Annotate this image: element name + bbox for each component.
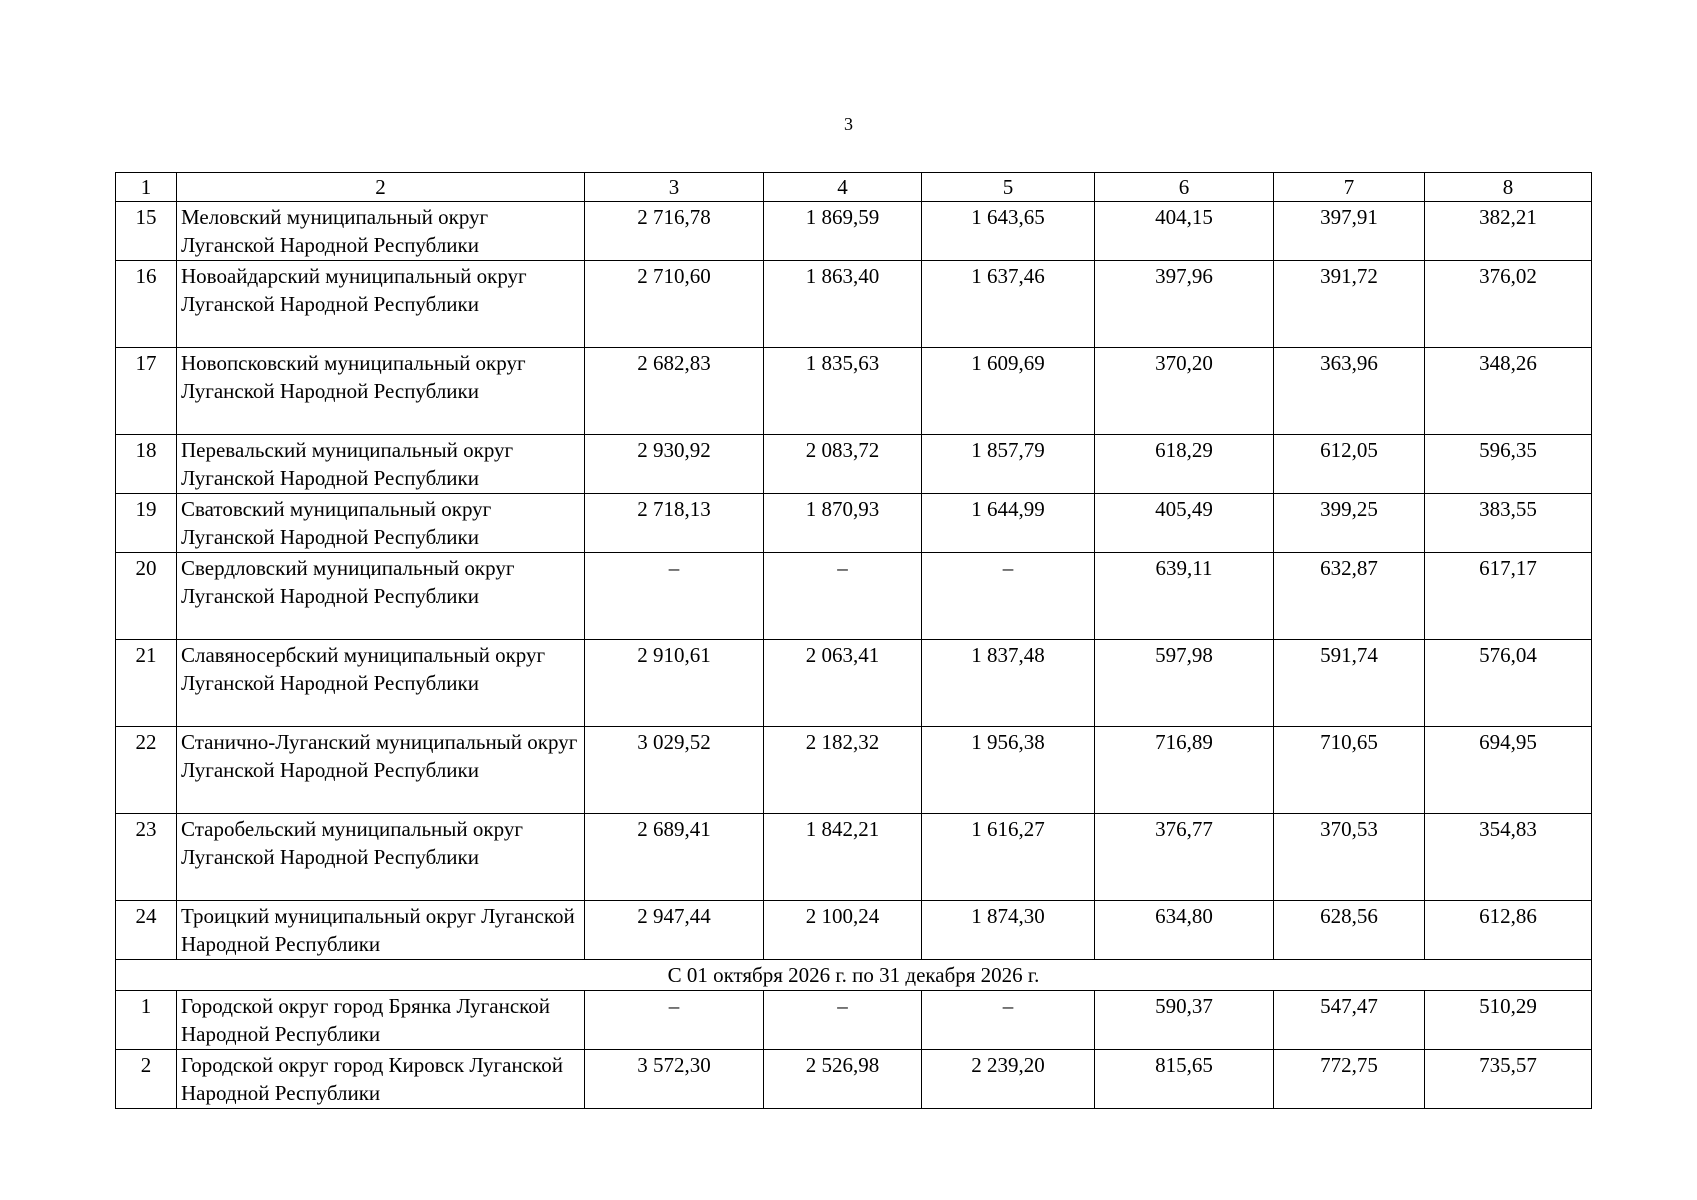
table-row	[116, 640, 1592, 727]
value-cell: –	[764, 991, 922, 1050]
value-cell: 370,53	[1274, 814, 1425, 901]
value-cell: 576,04	[1425, 640, 1592, 727]
district-name: Новопсковский муниципальный округ Луганской Народной Республики	[177, 348, 585, 435]
value-cell: –	[585, 553, 764, 640]
row-number: 24	[116, 901, 177, 960]
district-name: Станично-Луганский муниципальный округ Луганской Народной Республики	[177, 727, 585, 814]
value-cell: 1 857,79	[922, 435, 1095, 494]
value-cell: 391,72	[1274, 261, 1425, 348]
value-cell: –	[585, 991, 764, 1050]
table-row	[116, 991, 1592, 1050]
value-cell: 547,47	[1274, 991, 1425, 1050]
value-cell: 597,98	[1095, 640, 1274, 727]
value-cell: 710,65	[1274, 727, 1425, 814]
value-cell: 2 083,72	[764, 435, 922, 494]
value-cell: 1 863,40	[764, 261, 922, 348]
value-cell: 694,95	[1425, 727, 1592, 814]
row-number: 1	[116, 991, 177, 1050]
row-number: 15	[116, 202, 177, 261]
district-name: Новоайдарский муниципальный округ Луганской Народной Республики	[177, 261, 585, 348]
value-cell: 2 063,41	[764, 640, 922, 727]
table-row	[116, 435, 1592, 494]
page-number: 3	[844, 114, 853, 134]
value-cell: 1 837,48	[922, 640, 1095, 727]
value-cell: 612,86	[1425, 901, 1592, 960]
district-name: Городской округ город Кировск Луганской Народной Республики	[177, 1050, 585, 1109]
row-number: 16	[116, 261, 177, 348]
value-cell: 2 710,60	[585, 261, 764, 348]
row-number: 23	[116, 814, 177, 901]
value-cell: 815,65	[1095, 1050, 1274, 1109]
value-cell: 628,56	[1274, 901, 1425, 960]
table-row	[116, 727, 1592, 814]
district-name: Троицкий муниципальный округ Луганской Народной Республики	[177, 901, 585, 960]
value-cell: 1 643,65	[922, 202, 1095, 261]
value-cell: –	[922, 991, 1095, 1050]
value-cell: 716,89	[1095, 727, 1274, 814]
row-number: 21	[116, 640, 177, 727]
value-cell: 376,02	[1425, 261, 1592, 348]
value-cell: 2 910,61	[585, 640, 764, 727]
value-cell: 2 718,13	[585, 494, 764, 553]
value-cell: 404,15	[1095, 202, 1274, 261]
district-name: Старобельский муниципальный округ Луганской Народной Республики	[177, 814, 585, 901]
value-cell: 3 029,52	[585, 727, 764, 814]
value-cell: 382,21	[1425, 202, 1592, 261]
header-cell: 3	[585, 173, 764, 202]
value-cell: 1 609,69	[922, 348, 1095, 435]
header-cell: 7	[1274, 173, 1425, 202]
value-cell: 1 842,21	[764, 814, 922, 901]
table-row	[116, 261, 1592, 348]
district-name: Городской округ город Брянка Луганской Народной Республики	[177, 991, 585, 1050]
row-number: 18	[116, 435, 177, 494]
header-cell: 1	[116, 173, 177, 202]
value-cell: 1 835,63	[764, 348, 922, 435]
value-cell: 397,91	[1274, 202, 1425, 261]
value-cell: –	[922, 553, 1095, 640]
value-cell: 596,35	[1425, 435, 1592, 494]
table-body	[116, 173, 1592, 1109]
value-cell: 399,25	[1274, 494, 1425, 553]
table-row	[116, 553, 1592, 640]
tariff-table	[115, 172, 1592, 1109]
value-cell: 639,11	[1095, 553, 1274, 640]
district-name: Славяносербский муниципальный округ Луганской Народной Республики	[177, 640, 585, 727]
value-cell: 363,96	[1274, 348, 1425, 435]
value-cell: 354,83	[1425, 814, 1592, 901]
value-cell: 772,75	[1274, 1050, 1425, 1109]
row-number: 19	[116, 494, 177, 553]
value-cell: 612,05	[1274, 435, 1425, 494]
district-name: Сватовский муниципальный округ Луганской Народной Республики	[177, 494, 585, 553]
table-row	[116, 814, 1592, 901]
value-cell: 2 930,92	[585, 435, 764, 494]
value-cell: 634,80	[1095, 901, 1274, 960]
table-row	[116, 348, 1592, 435]
value-cell: 1 874,30	[922, 901, 1095, 960]
value-cell: 405,49	[1095, 494, 1274, 553]
value-cell: 617,17	[1425, 553, 1592, 640]
value-cell: 1 956,38	[922, 727, 1095, 814]
table-row	[116, 901, 1592, 960]
value-cell: 735,57	[1425, 1050, 1592, 1109]
value-cell: 1 870,93	[764, 494, 922, 553]
value-cell: 2 182,32	[764, 727, 922, 814]
header-cell: 2	[177, 173, 585, 202]
value-cell: 590,37	[1095, 991, 1274, 1050]
value-cell: 1 637,46	[922, 261, 1095, 348]
value-cell: 383,55	[1425, 494, 1592, 553]
header-cell: 4	[764, 173, 922, 202]
value-cell: 1 869,59	[764, 202, 922, 261]
value-cell: 2 526,98	[764, 1050, 922, 1109]
table-row	[116, 202, 1592, 261]
value-cell: 2 682,83	[585, 348, 764, 435]
value-cell: 2 100,24	[764, 901, 922, 960]
value-cell: 2 689,41	[585, 814, 764, 901]
value-cell: 632,87	[1274, 553, 1425, 640]
value-cell: 376,77	[1095, 814, 1274, 901]
value-cell: 1 644,99	[922, 494, 1095, 553]
row-number: 20	[116, 553, 177, 640]
table-row	[116, 1050, 1592, 1109]
table-row	[116, 494, 1592, 553]
row-number: 17	[116, 348, 177, 435]
value-cell: –	[764, 553, 922, 640]
value-cell: 3 572,30	[585, 1050, 764, 1109]
row-number: 2	[116, 1050, 177, 1109]
value-cell: 618,29	[1095, 435, 1274, 494]
header-row	[116, 173, 1592, 202]
value-cell: 370,20	[1095, 348, 1274, 435]
section-title: С 01 октября 2026 г. по 31 декабря 2026 г.	[116, 960, 1592, 991]
district-name: Перевальский муниципальный округ Луганской Народной Республики	[177, 435, 585, 494]
district-name: Меловский муниципальный округ Луганской Народной Республики	[177, 202, 585, 261]
header-cell: 6	[1095, 173, 1274, 202]
value-cell: 2 947,44	[585, 901, 764, 960]
value-cell: 2 239,20	[922, 1050, 1095, 1109]
header-cell: 5	[922, 173, 1095, 202]
value-cell: 510,29	[1425, 991, 1592, 1050]
value-cell: 1 616,27	[922, 814, 1095, 901]
district-name: Свердловский муниципальный округ Луганской Народной Республики	[177, 553, 585, 640]
value-cell: 397,96	[1095, 261, 1274, 348]
value-cell: 348,26	[1425, 348, 1592, 435]
value-cell: 2 716,78	[585, 202, 764, 261]
section-row	[116, 960, 1592, 991]
header-cell: 8	[1425, 173, 1592, 202]
value-cell: 591,74	[1274, 640, 1425, 727]
row-number: 22	[116, 727, 177, 814]
